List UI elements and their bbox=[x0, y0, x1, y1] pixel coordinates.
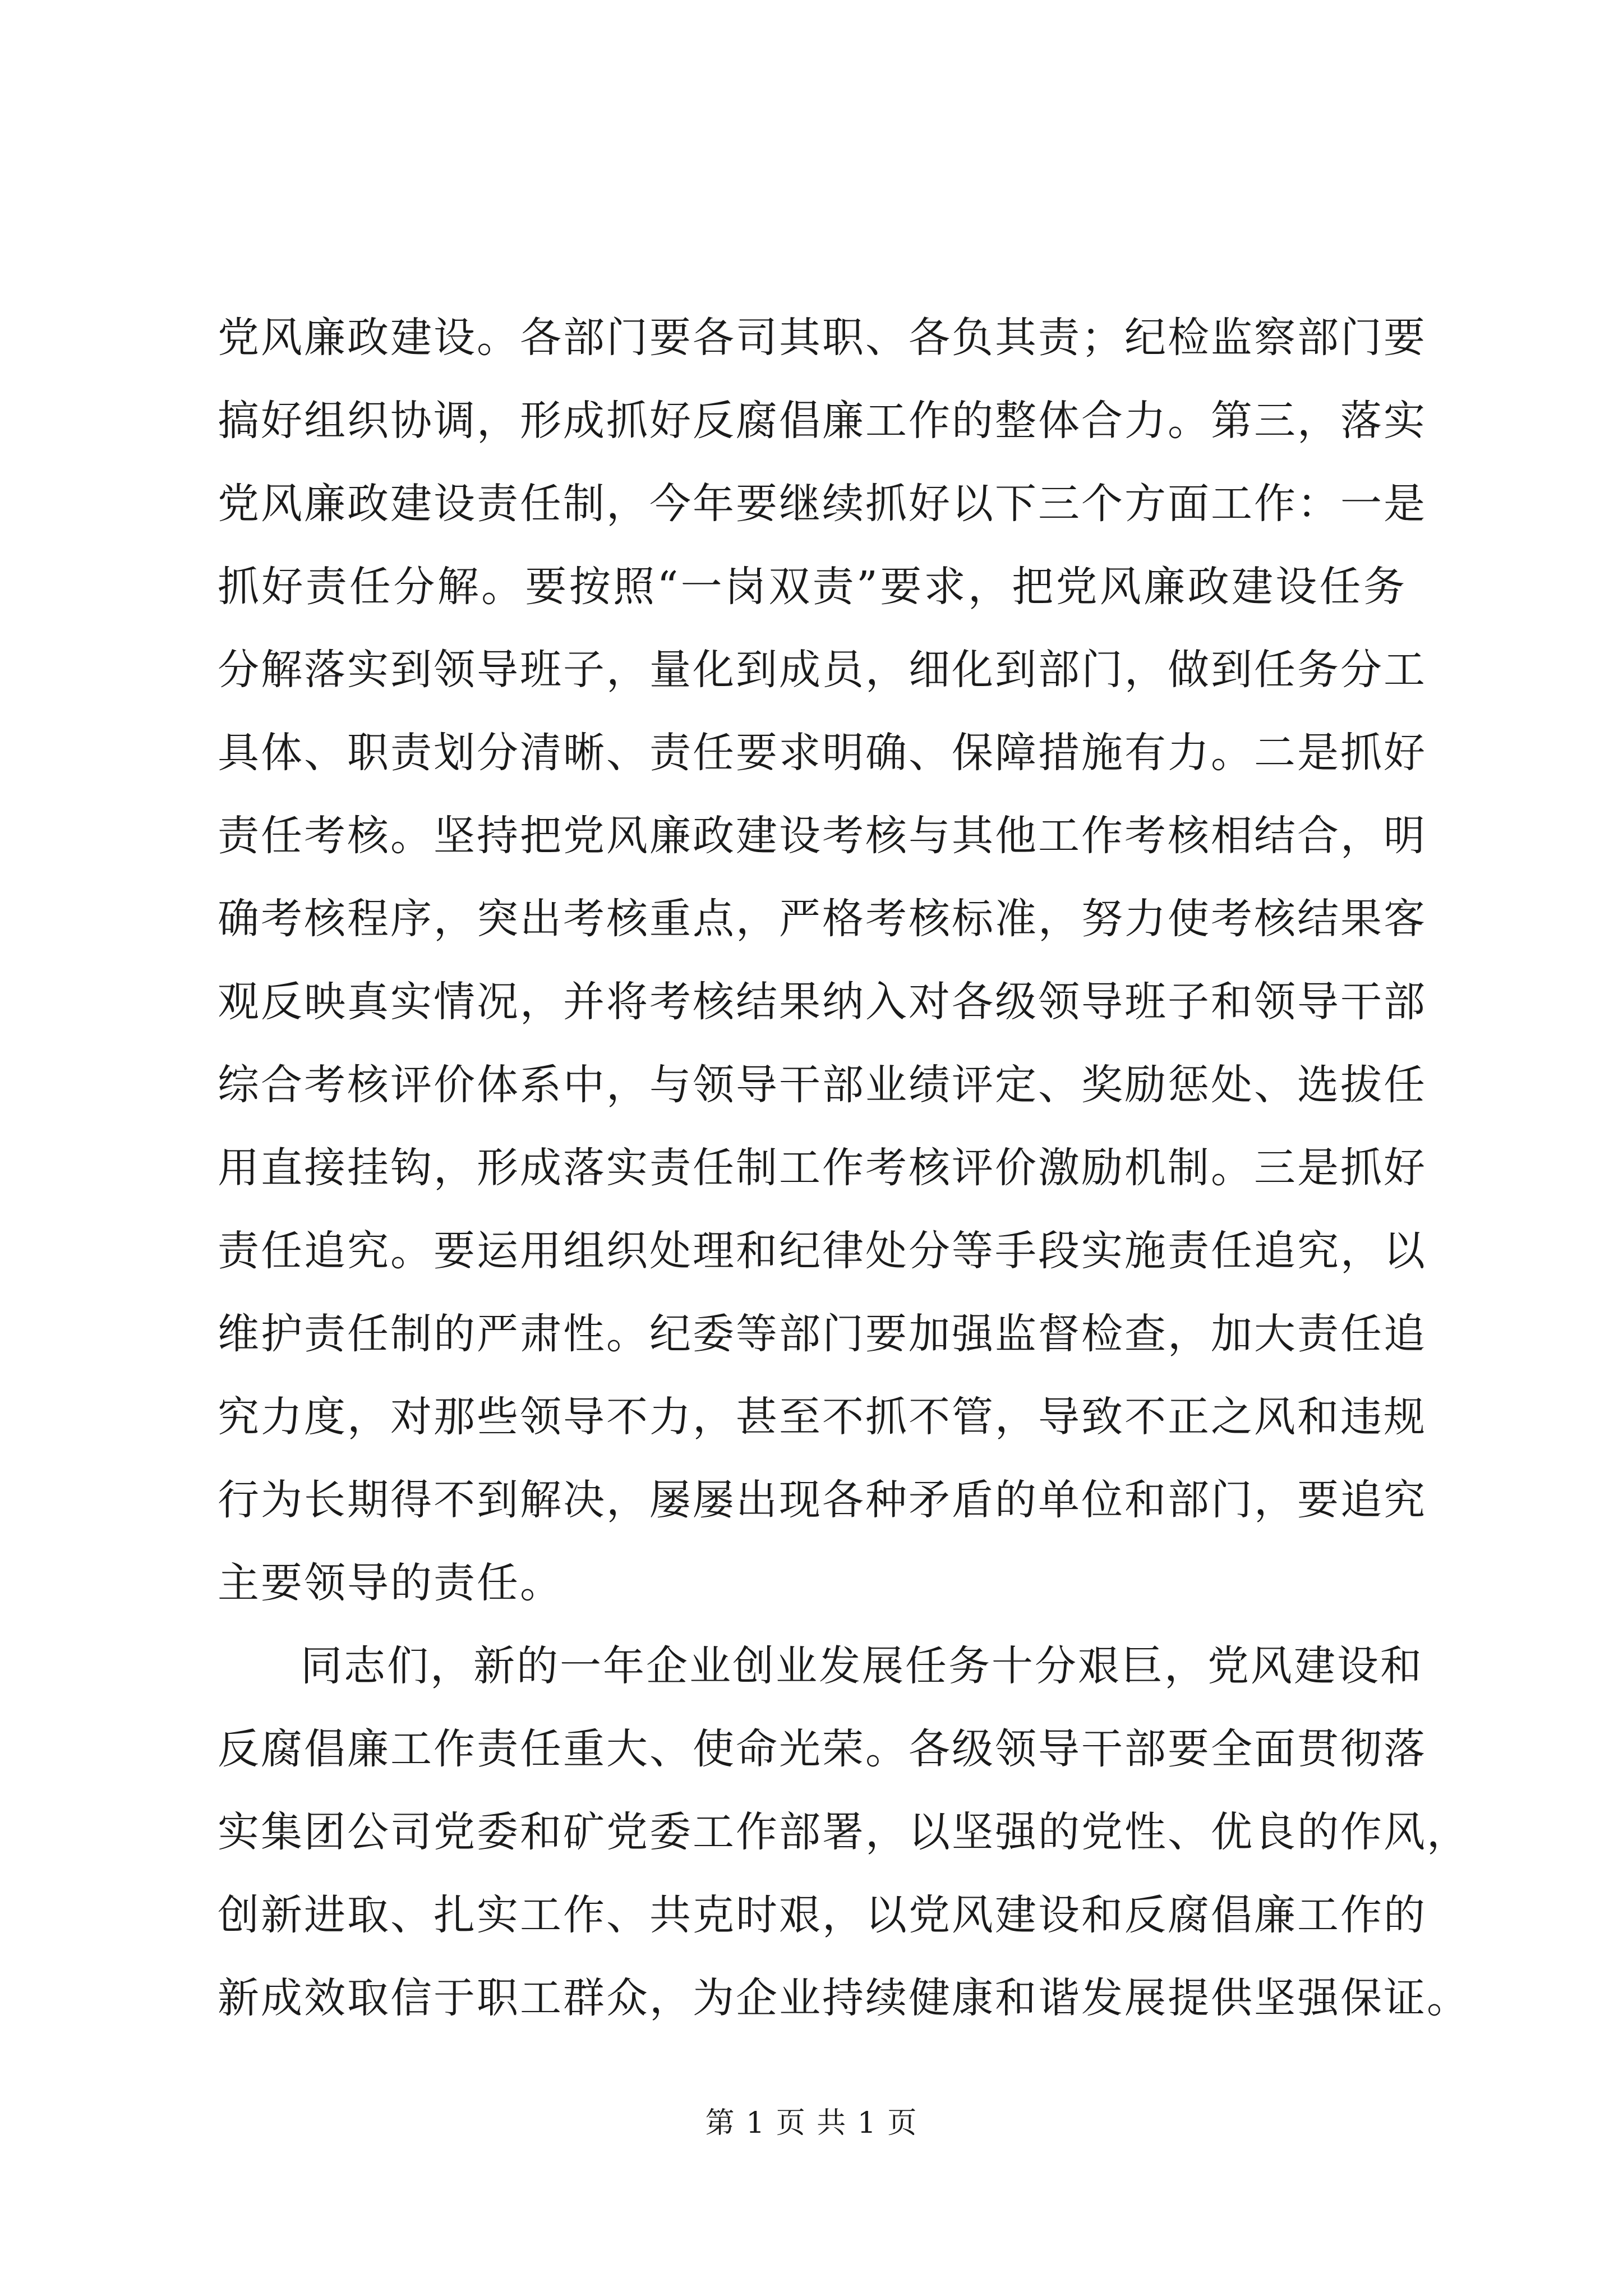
paragraph-line: 反腐倡廉工作责任重大、使命光荣。各级领导干部要全面贯彻落 bbox=[218, 1725, 1427, 1773]
paragraph-line: 具体、职责划分清晰、责任要求明确、保障措施有力。二是抓好 bbox=[218, 729, 1427, 777]
paragraph-line: 抓好责任分解。要按照“一岗双责”要求，把党风廉政建设任务 bbox=[218, 563, 1407, 611]
paragraph-line: 主要领导的责任。 bbox=[218, 1559, 563, 1607]
document-body bbox=[218, 296, 1470, 2040]
paragraph-line: 同志们，新的一年企业创业发展任务十分艰巨，党风建设和 bbox=[301, 1642, 1423, 1690]
paragraph-line: 新成效取信于职工群众，为企业持续健康和谐发展提供坚强保证。 bbox=[218, 1974, 1470, 2022]
paragraph-line: 党风廉政建设责任制，今年要继续抓好以下三个方面工作：一是 bbox=[218, 480, 1427, 528]
paragraph-line: 用直接挂钩，形成落实责任制工作考核评价激励机制。三是抓好 bbox=[218, 1144, 1427, 1192]
paragraph-line: 综合考核评价体系中，与领导干部业绩评定、奖励惩处、选拔任 bbox=[218, 1061, 1427, 1109]
paragraph-line: 确考核程序，突出考核重点，严格考核标准，努力使考核结果客 bbox=[218, 895, 1427, 943]
paragraph-line: 党风廉政建设。各部门要各司其职、各负其责；纪检监察部门要 bbox=[218, 314, 1427, 362]
paragraph-line: 观反映真实情况，并将考核结果纳入对各级领导班子和领导干部 bbox=[218, 978, 1427, 1026]
page-footer: 第 1 页 共 1 页 bbox=[705, 2106, 918, 2140]
paragraph-line: 实集团公司党委和矿党委工作部署，以坚强的党性、优良的作风， bbox=[218, 1808, 1470, 1856]
paragraph-line: 创新进取、扎实工作、共克时艰，以党风建设和反腐倡廉工作的 bbox=[218, 1891, 1427, 1939]
paragraph-1 bbox=[218, 296, 1427, 1625]
paragraph-line: 责任考核。坚持把党风廉政建设考核与其他工作考核相结合，明 bbox=[218, 812, 1427, 860]
paragraph-line: 责任追究。要运用组织处理和纪律处分等手段实施责任追究，以 bbox=[218, 1227, 1427, 1275]
paragraph-line: 维护责任制的严肃性。纪委等部门要加强监督检查，加大责任追 bbox=[218, 1310, 1427, 1358]
paragraph-line: 搞好组织协调，形成抓好反腐倡廉工作的整体合力。第三，落实 bbox=[218, 397, 1427, 445]
paragraph-2 bbox=[218, 1625, 1470, 2040]
paragraph-line: 行为长期得不到解决，屡屡出现各种矛盾的单位和部门，要追究 bbox=[218, 1476, 1427, 1524]
paragraph-line: 分解落实到领导班子，量化到成员，细化到部门，做到任务分工 bbox=[218, 646, 1427, 694]
paragraph-line: 究力度，对那些领导不力，甚至不抓不管，导致不正之风和违规 bbox=[218, 1393, 1427, 1441]
